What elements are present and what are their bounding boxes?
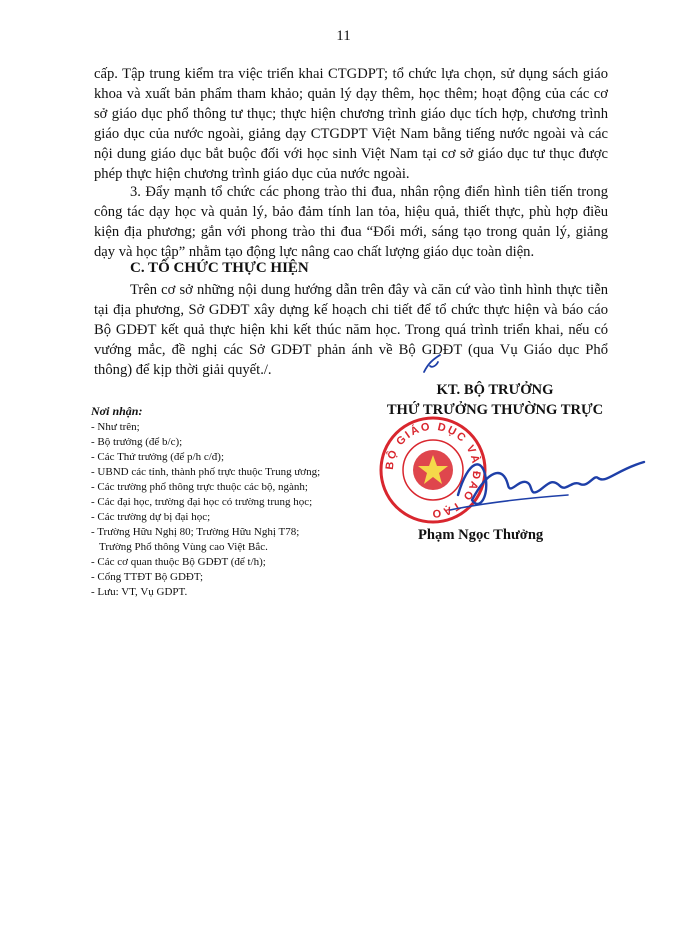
section-heading: C. TỔ CHỨC THỰC HIỆN (130, 260, 309, 276)
signer-title-line1: KT. BỘ TRƯỞNG (436, 382, 554, 398)
recipient-item: Trường Phổ thông Vùng cao Việt Bắc. (99, 541, 268, 553)
signer-name: Phạm Ngọc Thưởng (418, 527, 544, 543)
recipient-item: - Trường Hữu Nghị 80; Trường Hữu Nghị T78; (91, 526, 300, 538)
recipients-title: Nơi nhận: (91, 404, 143, 418)
recipient-item: - Cổng TTĐT Bộ GDĐT; (91, 571, 204, 583)
recipient-item: - Các trường phổ thông trực thuộc các bộ, ngành; (91, 481, 308, 493)
paragraph-implementation: Trên cơ sở những nội dung hướng dẫn trên đây và căn cứ vào tình hình thực tiễn tại địa phương, Sở GDĐT xây dựng kế hoạch chi tiết để tổ chức thực hiện và báo cáo Bộ GDĐT kết quả thực hiện khi kết thúc năm học. Trong quá trình triển khai, nếu có vướng mắc, đề nghị các Sở GDĐT phản ánh về Bộ GDĐT (qua Vụ Giáo dục Phổ thông) để kịp thời giải quyết./. (94, 282, 608, 378)
signature-icon (448, 440, 648, 530)
signature-stroke (458, 462, 644, 504)
seal-text: BỘ GIÁO DỤC VÀ ĐÀO TẠO (383, 420, 483, 520)
signature-underline (450, 495, 568, 510)
recipient-item: - Lưu: VT, Vụ GDPT. (91, 586, 188, 598)
recipient-item: - Như trên; (91, 421, 140, 433)
recipient-item: - Các cơ quan thuộc Bộ GDĐT (để t/h); (91, 556, 266, 568)
page-number: 11 (336, 28, 351, 44)
recipients-block (91, 402, 371, 600)
recipients-list (91, 420, 371, 600)
paragraph-3: 3. Đẩy mạnh tổ chức các phong trào thi đua, nhân rộng điển hình tiên tiến trong công tác dạy học và quản lý, bảo đảm tính lan tỏa, hiệu quả, thiết thực, phù hợp điều kiện địa phương; gắn với phong trào thi đua “Đổi mới, sáng tạo trong quản lý, giảng dạy và học tập” nhằm tạo động lực nâng cao chất lượng giáo dục toàn diện. (94, 184, 608, 260)
initial-mark-icon (420, 352, 444, 376)
paragraph-continuation: cấp. Tập trung kiểm tra việc triển khai CTGDPT; tổ chức lựa chọn, sử dụng sách giáo khoa và xuất bản phẩm tham khảo; quản lý dạy thêm, học thêm; hoạt động của các cơ sở giáo dục phổ thông tư thục; thực hiện chương trình giáo dục tích hợp, chương trình giáo dục của nước ngoài, giảng dạy CTGDPT Việt Nam bằng tiếng nước ngoài và các nội dung giáo dục bắt buộc đối với học sinh Việt Nam tại cơ sở giáo dục tư thục được phép thực hiện chương trình giáo dục của nước ngoài. (94, 66, 608, 182)
signer-title-line2: THỨ TRƯỞNG THƯỜNG TRỰC (386, 402, 604, 418)
recipient-item: - Các đại học, trường đại học có trường trung học; (91, 496, 313, 508)
recipient-item: - Các trường dự bị đại học; (91, 511, 211, 523)
recipient-item: - Các Thứ trưởng (để p/h c/đ); (91, 451, 225, 463)
recipient-item: - Bộ trưởng (để b/c); (91, 436, 183, 448)
recipient-item: - UBND các tỉnh, thành phố trực thuộc Trung ương; (91, 466, 321, 478)
